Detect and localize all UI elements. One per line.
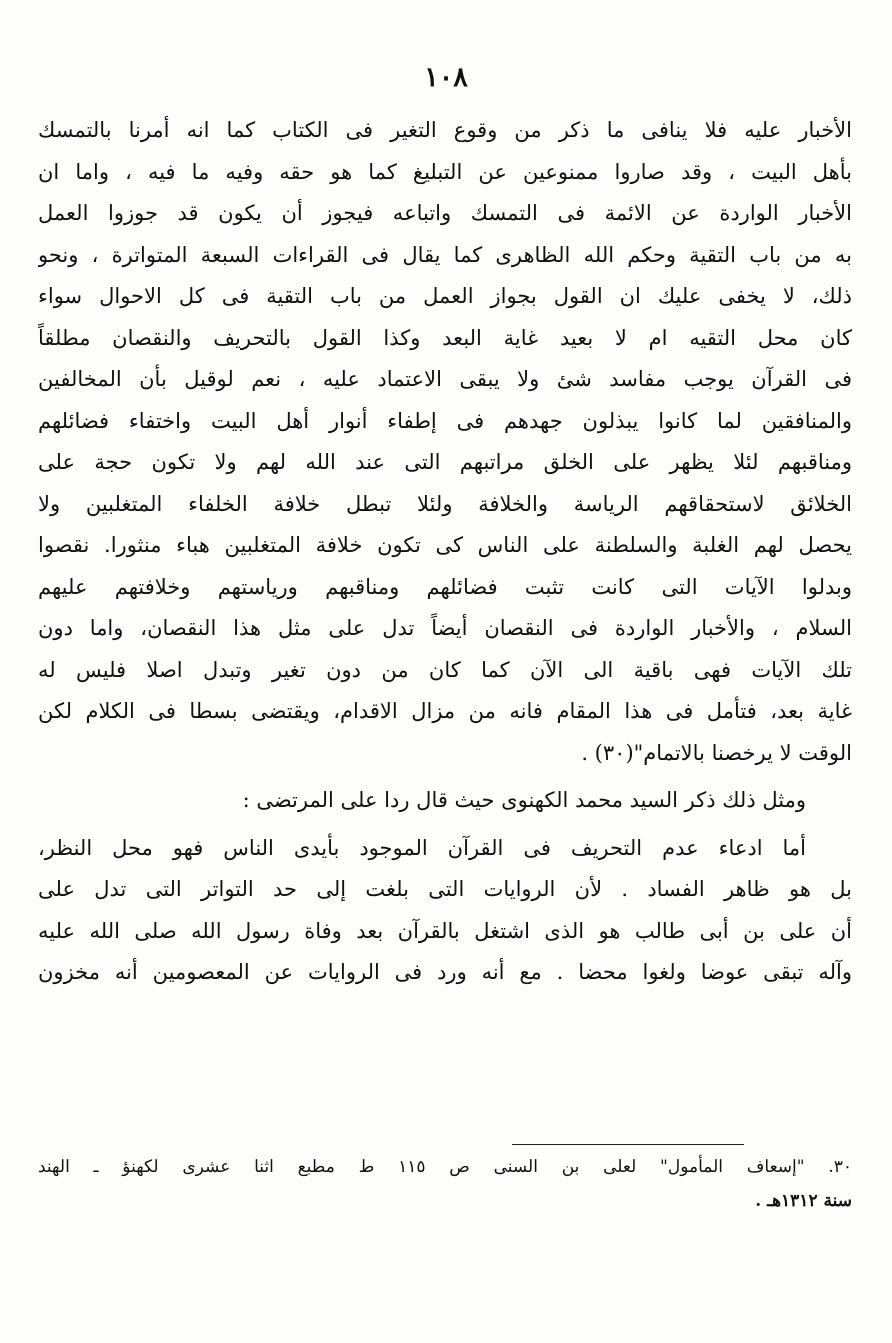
text-line: ذلك، لا يخفى عليك ان القول بجواز العمل من باب التقية فى كل الاحوال سواء (38, 284, 852, 308)
text-line: الأخبار عليه فلا ينافى ما ذكر من وقوع التغير فى الكتاب كما انه أمرنا بالتمسك (38, 118, 852, 142)
paragraph-citation (38, 828, 852, 994)
text-line: أن على بن أبى طالب هو الذى اشتغل بالقرآن بعد وفاة رسول الله صلى الله عليه (38, 918, 852, 943)
paragraph-intro (38, 780, 852, 822)
text-line: بل هو ظاهر الفساد . لأن الروايات التى بلغت إلى حد التواتر التى تدل على (38, 877, 852, 901)
text-line: بأهل البيت ، وقد صاروا ممنوعين عن التبليغ كما هو حقه وفيه ما فيه ، واما ان (38, 159, 852, 184)
text-line: فى القرآن يوجب مفاسد شئ ولا يبقى الاعتماد عليه ، نعم لوقيل بأن المخالفين (38, 367, 852, 391)
page-number: ١٠٨ (424, 62, 468, 93)
footnote-divider (512, 1144, 744, 1145)
text-line: الوقت لا يرخصنا بالاتمام"(٣٠) . (581, 740, 852, 765)
text-line: غاية بعد، فتأمل فى هذا المقام فانه من مزال الاقدام، ويقتضى بسطا فى الكلام لكن (38, 699, 852, 723)
footnote (38, 1150, 852, 1218)
text-line: الأخبار الواردة عن الائمة فى التمسك واتباعه فيجوز أن يكون قد جوزوا العمل (38, 201, 852, 225)
footnote-line: سنة ١٣١٢هـ . (755, 1191, 852, 1211)
text-line: ومثل ذلك ذكر السيد محمد الكهنوى حيث قال ردا على المرتضى : (242, 788, 806, 812)
text-line: كان محل التقيه ام لا بعيد غاية البعد وكذا القول بالتحريف والنقصان مطلقاً (38, 325, 852, 350)
text-line: وآله تبقى عوضا ولغوا محضا . مع أنه ورد فى الروايات عن المعصومين أنه مخزون (38, 960, 852, 984)
text-line: به من باب التقية وحكم الله الظاهرى كما يقال فى القراءات السبعة المتواترة ، ونحو (38, 242, 852, 267)
text-line: السلام ، والأخبار الواردة فى النقصان أيضاً تدل على مثل هذا النقصان، واما دون (38, 616, 852, 640)
paragraph-quotation (38, 110, 852, 774)
text-line: الخلائق لاستحقاقهم الرياسة والخلافة ولئلا تبطل خلافة الخلفاء المتغلبين ولا (38, 491, 852, 516)
main-text (38, 110, 852, 994)
text-line: وبدلوا الآيات التى كانت تثبت فضائلهم ومناقبهم ورياستهم وخلافتهم عليهم (38, 574, 852, 599)
text-line: أما ادعاء عدم التحريف فى القرآن الموجود بأيدى الناس فهو محل النظر، (38, 835, 806, 860)
footnote-line: ٣٠. "إسعاف المأمول" لعلى بن السنى ص ١١٥ ط مطبع اثنا عشرى لكهنؤ ـ الهند (38, 1157, 852, 1177)
text-line: يحصل لهم الغلبة والسلطنة على الناس كى تكون خلافة المتغلبين هباء منثورا. نقصوا (38, 533, 852, 557)
text-line: تلك الآيات فهى باقية الى الآن كما كان من دون تغير وتبدل اصلا فليس له (38, 657, 852, 682)
text-line: والمنافقين لما كانوا يبذلون جهدهم فى إطفاء أنوار أهل البيت واختفاء فضائلهم (38, 408, 852, 433)
text-line: ومناقبهم لئلا يظهر على الخلق مراتبهم التى عند الله لهم ولا تكون حجة على (38, 450, 852, 474)
